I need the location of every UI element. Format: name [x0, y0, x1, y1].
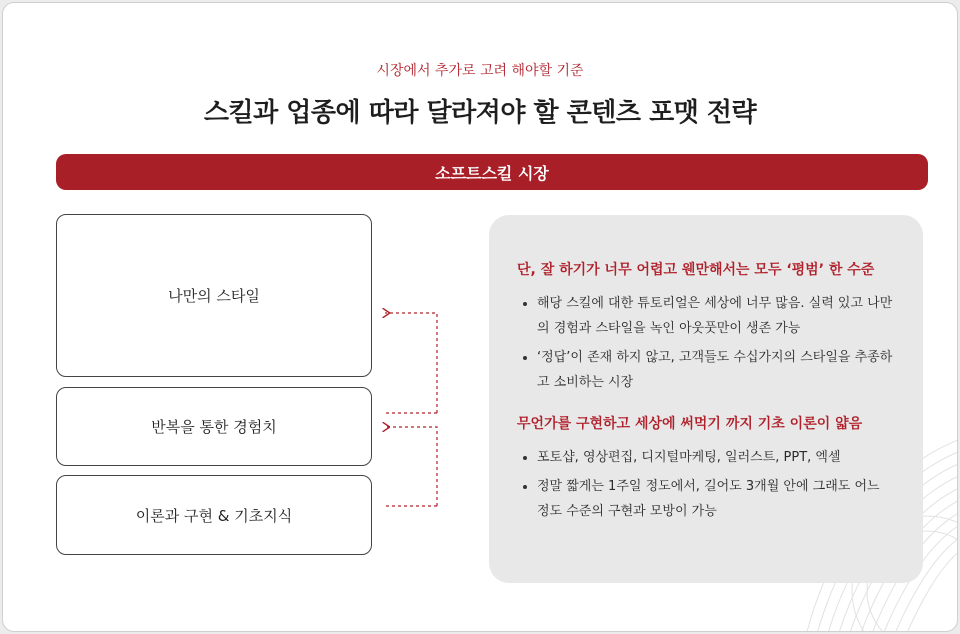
skill-box-label: 이론과 구현 & 기초지식	[135, 506, 293, 525]
skill-box-theory	[56, 475, 372, 555]
slide	[2, 2, 958, 632]
skill-box-label: 나만의 스타일	[168, 287, 260, 305]
panel-list-1	[517, 291, 895, 395]
arrow-line-lower	[385, 427, 437, 506]
arrow-line-upper	[385, 313, 437, 413]
panel-heading-2: 무언가를 구현하고 세상에 써먹기 까지 기초 이론이 얇음	[517, 416, 863, 432]
list-item: • 해당 스킬에 대한 튜토리얼은 세상에 너무 많음. 실력 있고 나만의 경험과 스타일을 녹인 아웃풋만이 생존 가능	[537, 291, 895, 341]
panel-heading-1: 단, 잘 하기가 너무 어렵고 웬만해서는 모두 ‘평범’ 한 수준	[517, 262, 875, 278]
page-title: 스킬과 업종에 따라 달라져야 할 콘텐츠 포맷 전략	[203, 98, 757, 128]
dashed-arrow-connector	[375, 303, 445, 518]
explanation-panel	[489, 215, 923, 583]
skill-box-label: 반복을 통한 경험치	[151, 418, 277, 436]
skill-box-style	[56, 214, 372, 377]
list-item: • 포토샵, 영상편집, 디지털마케팅, 일러스트, PPT, 엑셀	[537, 445, 895, 470]
list-item: • 정말 짧게는 1주일 정도에서, 길어도 3개월 안에 그래도 어느 정도 수준의 구현과 모방이 가능	[537, 474, 895, 524]
market-banner: 소프트스킬 시장	[56, 154, 928, 190]
skill-box-experience	[56, 387, 372, 466]
page-subtitle: 시장에서 추가로 고려 해야할 기준	[376, 63, 584, 79]
list-item: • ‘정답’이 존재 하지 않고, 고객들도 수십가지의 스타일을 추종하고 소비하는 시장	[537, 345, 895, 395]
panel-list-2	[517, 445, 895, 524]
